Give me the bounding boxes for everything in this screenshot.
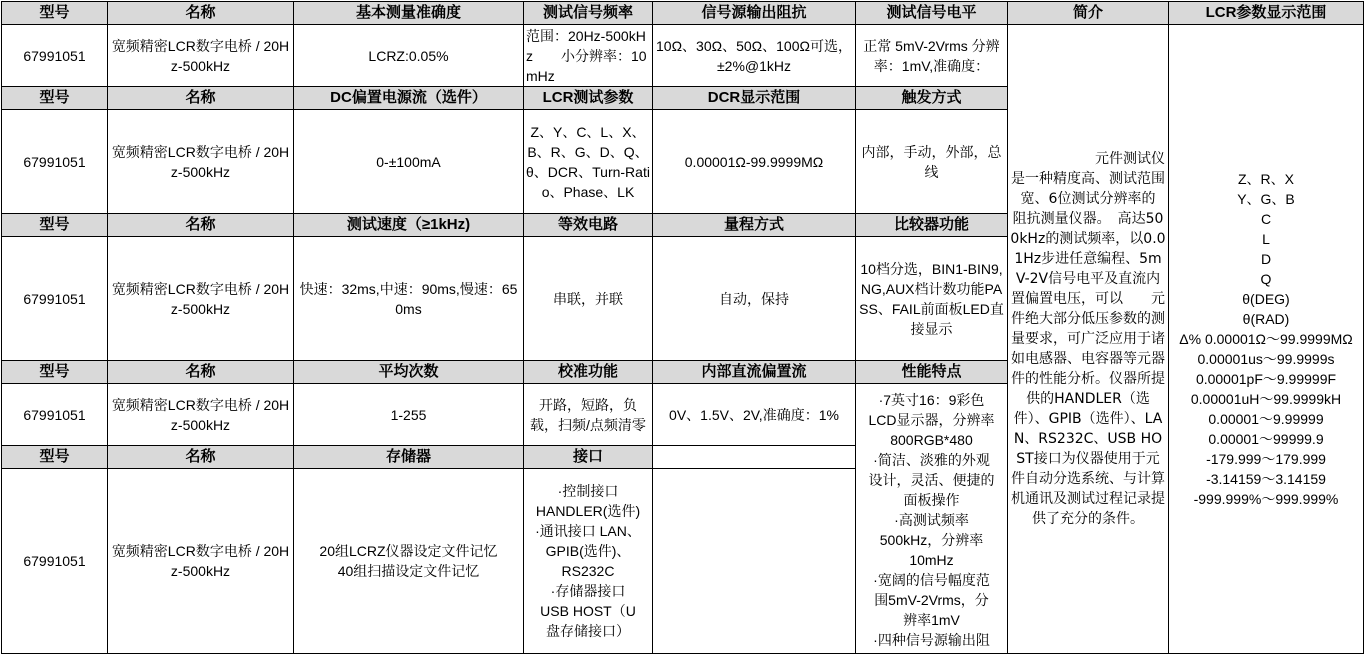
cell-level	[856, 25, 1008, 87]
param-range-item: 0.00001～9.99999	[1208, 411, 1324, 427]
spec-table	[1, 1, 1364, 654]
cell-model: 67991051	[2, 469, 108, 654]
header-model: 型号	[2, 361, 108, 384]
param-range-item: L	[1262, 231, 1270, 247]
header-empty	[653, 446, 856, 469]
header-model: 型号	[2, 2, 108, 25]
params-list	[1171, 169, 1361, 509]
header-comparator: 比较器功能	[856, 214, 1008, 237]
feature-line: ·高测试频率	[894, 512, 969, 528]
param-range-item: C	[1260, 211, 1272, 227]
level-text: 正常 5mV-2Vrms 分辨率：1mV,准确度：	[863, 37, 1000, 74]
header-intro: 简介	[1008, 2, 1169, 25]
header-params: LCR参数显示范围	[1169, 2, 1364, 25]
header-storage: 存储器	[294, 446, 524, 469]
cell-lcr-params: Z、Y、C、L、X、B、R、G、D、Q、θ、DCR、Turn-Ratio、Phase、LK	[524, 110, 653, 214]
header-model: 型号	[2, 446, 108, 469]
param-range-item: D	[1260, 251, 1272, 267]
feature-line: 辨率1mV	[903, 612, 960, 628]
header-name: 名称	[108, 214, 294, 237]
cell-model: 67991051	[2, 237, 108, 361]
cell-calibration	[524, 384, 653, 446]
feature-line: 设计，灵活、便捷的	[868, 472, 995, 488]
feature-line: ·宽阔的信号幅度范	[873, 572, 990, 588]
header-model: 型号	[2, 214, 108, 237]
cell-dc-bias-internal: 0V、1.5V、2V,准确度：1%	[653, 384, 856, 446]
cell-model: 67991051	[2, 384, 108, 446]
intro-text: 元件测试仪是一种精度高、测试范围宽、6位测试分辨率的 阻抗测量仪器。 高达500kHz的测试频率，以0.01Hz步进任意编程、5mV-2V信号电平及直流内置偏置电压，可以 元件绝大部分低压参数的测量要求，可广泛应用于诸如电感器、电容器等元器件的性能分析。仪器所提供的HANDLER（选件）、GPIB（选件）、LAN、RS232C、USB HOST接口为仪器使用于元件自动分选系统、与计算机通讯及测试过程记录提供了充分的条件。	[1010, 151, 1184, 527]
cell-frequency	[524, 25, 653, 87]
feature-line: 500kHz，分辨率	[879, 532, 984, 548]
interface-line: 盘存储接口）	[546, 623, 630, 639]
header-ranging: 量程方式	[653, 214, 856, 237]
cell-empty	[653, 469, 856, 654]
storage-line: 40组扫描设定文件记忆	[337, 563, 480, 579]
interface-line: ·存储器接口	[550, 583, 626, 599]
header-name: 名称	[108, 446, 294, 469]
param-range-item: Q	[1260, 271, 1272, 287]
header-name: 名称	[108, 361, 294, 384]
header-impedance: 信号源输出阻抗	[653, 2, 856, 25]
cell-name: 宽频精密LCR数字电桥 / 20Hz-500kHz	[108, 237, 294, 361]
feature-line: ·简洁、淡雅的外观	[873, 452, 990, 468]
feature-line: 10mHz	[909, 552, 954, 568]
param-range-item: Z、R、X	[1238, 171, 1294, 187]
storage-line: 20组LCRZ仪器设定文件记忆	[319, 543, 498, 559]
header-row-1	[2, 2, 1364, 25]
header-lcr-params: LCR测试参数	[524, 87, 653, 110]
param-range-item: θ(RAD)	[1242, 311, 1290, 327]
param-range-item: 0.00001uH～99.9999kH	[1190, 391, 1342, 407]
calibration-text: 开路，短路，负载，扫频/点频清零	[530, 396, 646, 433]
param-range-item: 0.00001pF～9.99999F	[1195, 371, 1337, 387]
param-range-item: θ(DEG)	[1242, 291, 1290, 307]
header-dcr-range: DCR显示范围	[653, 87, 856, 110]
interface-list	[526, 481, 650, 641]
header-dc-bias: DC偏置电源流（选件）	[294, 87, 524, 110]
header-model: 型号	[2, 87, 108, 110]
cell-model: 67991051	[2, 25, 108, 87]
feature-line: 面板操作	[903, 492, 960, 508]
header-features: 性能特点	[856, 361, 1008, 384]
cell-features	[856, 384, 1008, 654]
cell-circuit: 串联，并联	[524, 237, 653, 361]
header-speed: 测试速度（≥1kHz)	[294, 214, 524, 237]
param-range-item: Y、G、B	[1237, 191, 1295, 207]
cell-name: 宽频精密LCR数字电桥 / 20Hz-500kHz	[108, 384, 294, 446]
storage-list	[296, 541, 521, 581]
cell-dcr-range: 0.00001Ω-99.9999MΩ	[653, 110, 856, 214]
cell-model: 67991051	[2, 110, 108, 214]
feature-line: 800RGB*480	[890, 432, 973, 448]
interface-line: ·通讯接口 LAN、	[535, 523, 641, 539]
params-cell	[1169, 25, 1364, 654]
header-circuit: 等效电路	[524, 214, 653, 237]
cell-name: 宽频精密LCR数字电桥 / 20Hz-500kHz	[108, 110, 294, 214]
cell-accuracy: LCRZ:0.05%	[294, 25, 524, 87]
cell-impedance: 10Ω、30Ω、50Ω、100Ω可选，±2%@1kHz	[653, 25, 856, 87]
param-range-item: 0.00001us～99.9999s	[1197, 351, 1335, 367]
param-range-item: -179.999～179.999	[1206, 451, 1326, 467]
header-average: 平均次数	[294, 361, 524, 384]
interface-line: HANDLER(选件)	[535, 503, 641, 519]
cell-interface	[524, 469, 653, 654]
interface-line: GPIB(选件)、	[545, 543, 631, 559]
cell-speed: 快速：32ms,中速：90ms,慢速：650ms	[294, 237, 524, 361]
param-range-item: 0.00001～99999.9	[1208, 431, 1324, 447]
feature-line: ·7英寸16：9彩色	[878, 392, 985, 408]
interface-line: USB HOST（U	[540, 603, 636, 619]
cell-average: 1-255	[294, 384, 524, 446]
header-name: 名称	[108, 2, 294, 25]
feature-line: 围5mV-2Vrms，分	[874, 592, 989, 608]
cell-comparator: 10档分选，BIN1-BIN9,NG,AUX档计数功能PASS、FAIL前面板LED直接显示	[856, 237, 1008, 361]
header-level: 测试信号电平	[856, 2, 1008, 25]
cell-trigger: 内部，手动，外部，总线	[856, 110, 1008, 214]
header-calibration: 校准功能	[524, 361, 653, 384]
cell-dc-bias: 0-±100mA	[294, 110, 524, 214]
cell-ranging: 自动，保持	[653, 237, 856, 361]
param-range-item: -3.14159～3.14159	[1206, 471, 1326, 487]
intro-cell	[1008, 25, 1184, 654]
cell-storage	[294, 469, 524, 654]
features-list	[858, 390, 1005, 650]
feature-line: ·四种信号源输出阻	[873, 632, 990, 648]
param-range-item: Δ% 0.00001Ω～99.9999MΩ	[1179, 331, 1353, 347]
header-accuracy: 基本测量准确度	[294, 2, 524, 25]
header-frequency: 测试信号频率	[524, 2, 653, 25]
interface-line: RS232C	[561, 563, 615, 579]
table-row-1	[2, 25, 1364, 87]
interface-line: ·控制接口	[557, 483, 619, 499]
header-name: 名称	[108, 87, 294, 110]
header-interface: 接口	[524, 446, 653, 469]
feature-line: LCD显示器，分辨率	[868, 412, 995, 428]
header-dc-bias-internal: 内部直流偏置流	[653, 361, 856, 384]
cell-name: 宽频精密LCR数字电桥 / 20Hz-500kHz	[108, 25, 294, 87]
frequency-text: 范围：20Hz-500kHz 小分辨率：10mHz	[526, 27, 647, 84]
header-trigger: 触发方式	[856, 87, 1008, 110]
cell-name: 宽频精密LCR数字电桥 / 20Hz-500kHz	[108, 469, 294, 654]
param-range-item: -999.999%～999.999%	[1193, 491, 1339, 507]
